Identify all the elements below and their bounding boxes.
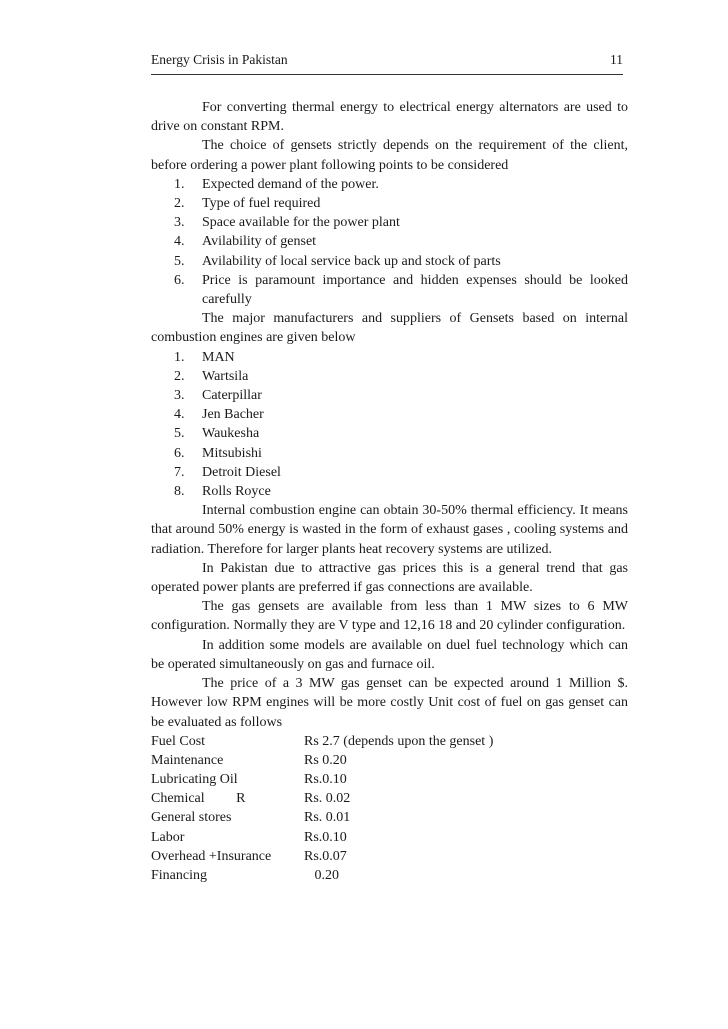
list-item — [151, 175, 628, 194]
list-item — [151, 405, 628, 424]
list-text: Type of fuel required — [202, 196, 321, 212]
cost-row — [151, 751, 628, 770]
cost-label: Fuel Cost — [151, 733, 206, 749]
cost-label: General stores — [151, 810, 232, 826]
page-header — [151, 52, 623, 75]
list-text: Price is paramount importance and hidden expenses should be looked carefully — [202, 272, 628, 308]
list-text: Caterpillar — [202, 388, 262, 404]
list-text: Avilability of local service back up and stock of parts — [202, 253, 501, 269]
list-text: Detroit Diesel — [202, 464, 281, 480]
list-item — [151, 463, 628, 482]
list-text: Expected demand of the power. — [202, 176, 379, 192]
list-number: 4. — [174, 234, 185, 250]
cost-label: Labor — [151, 829, 185, 845]
list-number: 7. — [174, 464, 185, 480]
list-number: 2. — [174, 196, 185, 212]
list-item — [151, 213, 628, 232]
list-item — [151, 367, 628, 386]
paragraph-alternators: For converting thermal energy to electrical energy alternators are used to drive on constant RPM. — [151, 100, 628, 135]
list-number: 5. — [174, 253, 185, 269]
cost-value: Rs.0.10 — [304, 829, 347, 845]
list-number: 6. — [174, 272, 185, 288]
list-item — [151, 424, 628, 443]
list-number: 3. — [174, 388, 185, 404]
cost-label: Financing — [151, 868, 207, 884]
list-text: MAN — [202, 349, 235, 365]
list-number: 1. — [174, 349, 185, 365]
paragraph-configuration: The gas gensets are available from less than 1 MW sizes to 6 MW configuration. Normally they are V type and 12,16 18 and 20 cylinder configuration. — [151, 599, 628, 634]
list-number: 4. — [174, 407, 185, 423]
paragraph-price: The price of a 3 MW gas genset can be expected around 1 Million $. However low RPM engines will be more costly Unit cost of fuel on gas genset can be evaluated as follows — [151, 676, 628, 730]
unit-cost-table — [151, 732, 628, 886]
cost-label: Chemical R — [151, 791, 246, 807]
cost-label: Overhead +Insurance — [151, 848, 272, 864]
list-text: Mitsubishi — [202, 445, 262, 461]
list-item — [151, 482, 628, 501]
cost-value: Rs 2.7 (depends upon the genset ) — [304, 733, 494, 749]
list-item — [151, 348, 628, 367]
list-number: 8. — [174, 484, 185, 500]
list-item — [151, 194, 628, 213]
cost-value: Rs 0.20 — [304, 752, 347, 768]
list-text: Waukesha — [202, 426, 260, 442]
list-item — [151, 386, 628, 405]
list-number: 2. — [174, 368, 185, 384]
list-text: Avilability of genset — [202, 234, 317, 250]
manufacturers-list — [151, 348, 628, 502]
cost-row — [151, 847, 628, 866]
list-number: 3. — [174, 215, 185, 231]
cost-row — [151, 866, 628, 885]
list-text: Jen Bacher — [202, 407, 264, 423]
cost-value: Rs.0.07 — [304, 848, 347, 864]
list-number: 1. — [174, 176, 185, 192]
cost-value: 0.20 — [304, 868, 339, 884]
paragraph-dual-fuel: In addition some models are available on duel fuel technology which can be operated simultaneously on gas and furnace oil. — [151, 637, 628, 672]
paragraph-gas-trend: In Pakistan due to attractive gas prices this is a general trend that gas operated power plants are preferred if gas connections are available. — [151, 560, 628, 596]
list-text: Space available for the power plant — [202, 215, 400, 231]
paragraph-efficiency: Internal combustion engine can obtain 30-50% thermal efficiency. It means that around 50% energy is wasted in the form of exhaust gases , cooling systems and radiation. Therefore for larger plants heat recovery systems are utilized. — [151, 503, 628, 557]
list-number: 6. — [174, 445, 185, 461]
cost-label: Maintenance — [151, 752, 224, 768]
list-item — [151, 232, 628, 251]
cost-row — [151, 789, 628, 808]
cost-row — [151, 808, 628, 827]
list-item — [151, 252, 628, 271]
list-number: 5. — [174, 426, 185, 442]
cost-value: Rs.0.10 — [304, 772, 347, 788]
cost-value: Rs. 0.01 — [304, 810, 351, 826]
list-item — [151, 271, 628, 309]
page-number: 11 — [610, 52, 623, 67]
page-body — [151, 98, 628, 885]
cost-value: Rs. 0.02 — [304, 791, 351, 807]
cost-row — [151, 732, 628, 751]
list-item — [151, 444, 628, 463]
paragraph-manufacturers: The major manufacturers and suppliers of Gensets based on internal combustion engines are given below — [151, 311, 628, 346]
running-title: Energy Crisis in Pakistan — [151, 52, 288, 67]
list-text: Wartsila — [202, 368, 249, 384]
cost-row — [151, 828, 628, 847]
cost-label: Lubricating Oil — [151, 772, 238, 788]
cost-row — [151, 770, 628, 789]
considerations-list — [151, 175, 628, 309]
paragraph-genset-choice: The choice of gensets strictly depends on the requirement of the client, before ordering a power plant following points to be considered — [151, 138, 628, 173]
list-text: Rolls Royce — [202, 484, 271, 500]
